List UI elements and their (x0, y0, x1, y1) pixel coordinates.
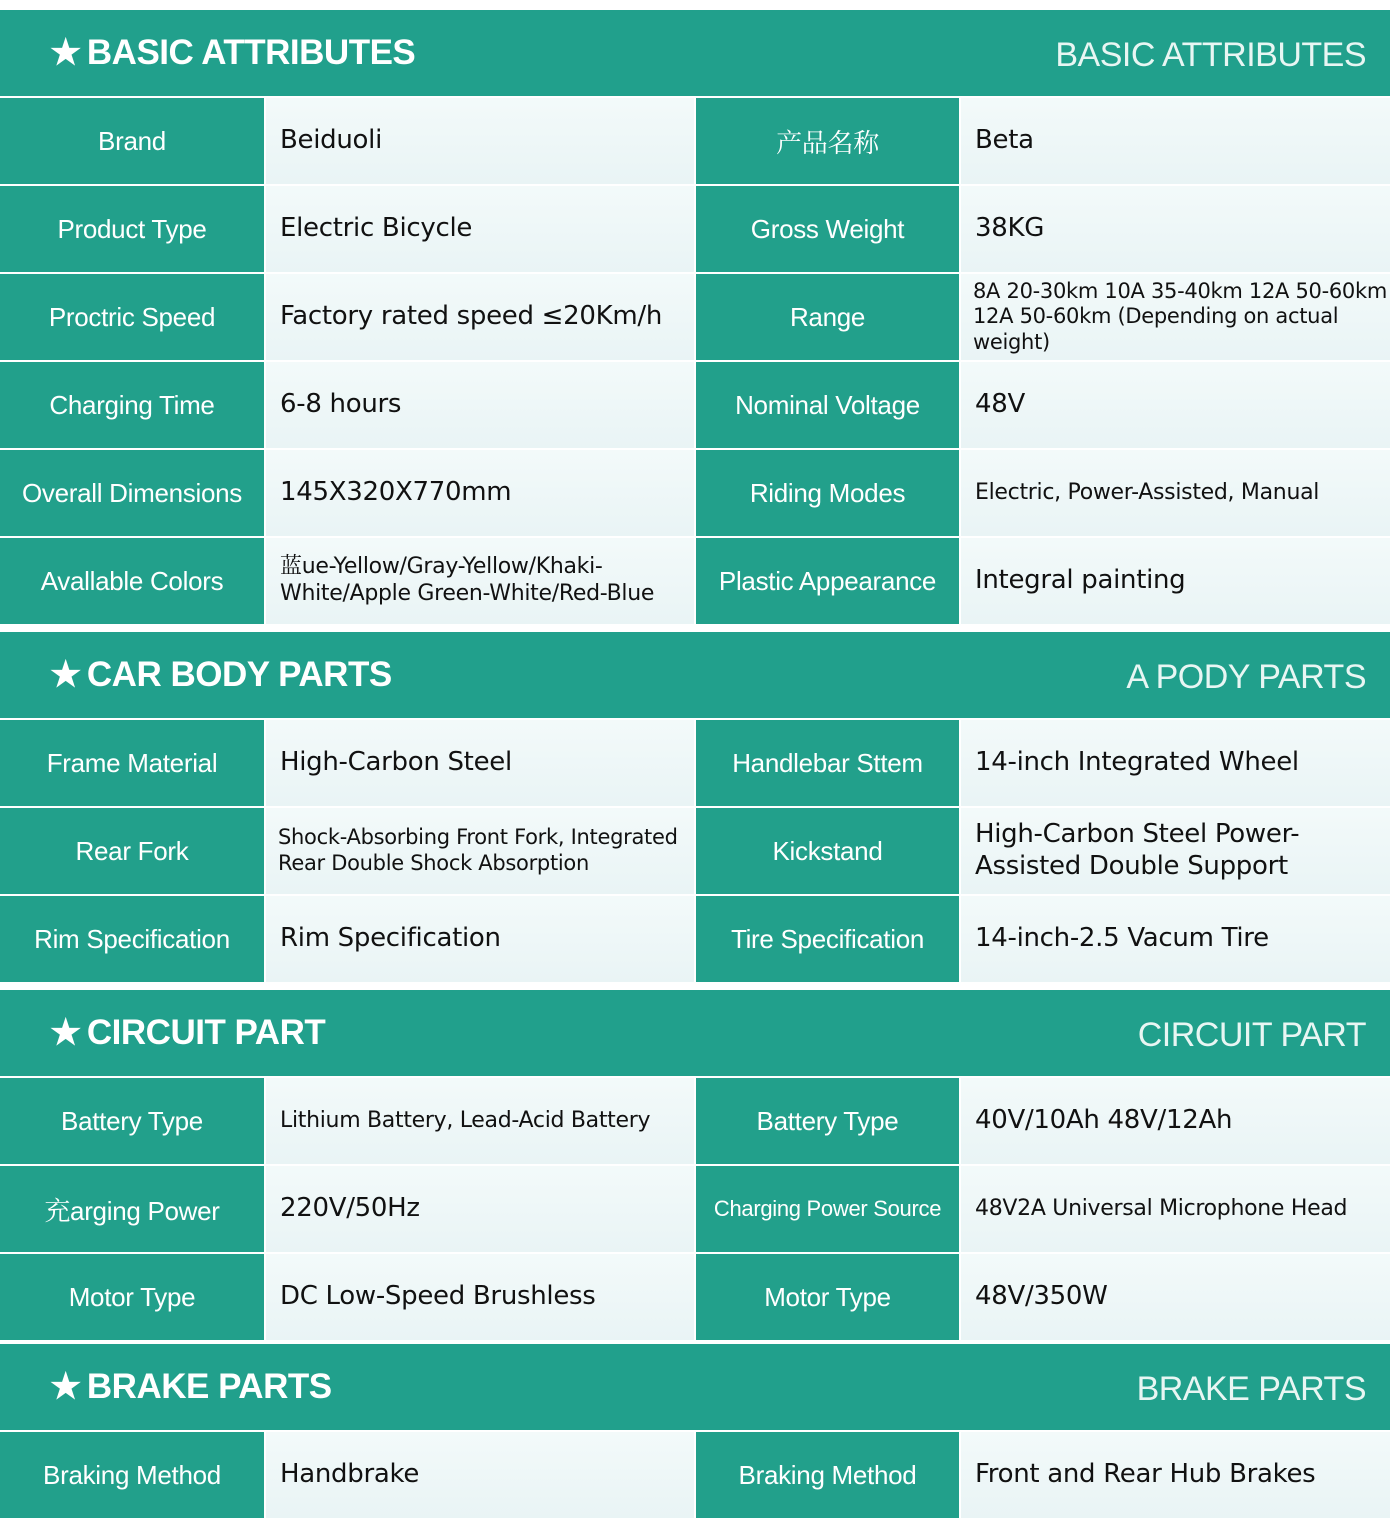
star-icon: ★ (50, 1013, 81, 1052)
spec-label: Nominal Voltage (696, 362, 959, 448)
section-subtitle: CIRCUIT PART (1137, 1016, 1366, 1054)
star-icon: ★ (50, 1367, 81, 1406)
spec-label: Braking Method (0, 1432, 264, 1518)
spec-value: 14-inch Integrated Wheel (961, 720, 1390, 806)
spec-label: Range (696, 274, 959, 360)
spec-label: Battery Type (0, 1078, 264, 1164)
spec-value: 38KG (961, 186, 1390, 272)
section-subtitle: BRAKE PARTS (1136, 1370, 1366, 1408)
spec-value: Electric, Power-Assisted, Manual (961, 450, 1390, 536)
spec-label: Frame Material (0, 720, 264, 806)
spec-label: Brand (0, 98, 264, 184)
spec-value: Factory rated speed ≤20Km/h (266, 274, 694, 360)
spec-label: Tire Specification (696, 896, 959, 982)
section-header-car-body-parts (0, 632, 1390, 718)
spec-label: Gross Weight (696, 186, 959, 272)
section-header-circuit-part (0, 990, 1390, 1076)
spec-row (0, 450, 1390, 538)
spec-label: Product Type (0, 186, 264, 272)
star-icon: ★ (50, 33, 81, 72)
spec-row (0, 1254, 1390, 1342)
spec-value: High-Carbon Steel Power-Assisted Double Support (961, 808, 1390, 894)
section-title: ★ CIRCUIT PART (50, 1013, 326, 1052)
spec-value: Beta (961, 98, 1390, 184)
spec-value: Lithium Battery, Lead-Acid Battery (266, 1078, 694, 1164)
spec-label: Handlebar Sttem (696, 720, 959, 806)
spec-value: Shock-Absorbing Front Fork, Integrated Rear Double Shock Absorption (266, 808, 694, 894)
spec-row (0, 98, 1390, 186)
spec-label: 充arging Power (0, 1166, 264, 1252)
spec-label: Overall Dimensions (0, 450, 264, 536)
spec-row (0, 1166, 1390, 1254)
spec-value: 6-8 hours (266, 362, 694, 448)
spec-label: Rear Fork (0, 808, 264, 894)
spec-value: 8A 20-30km 10A 35-40km 12A 50-60km 12A 50-60km (Depending on actual weight) (961, 274, 1390, 360)
spec-value: Rim Specification (266, 896, 694, 982)
spec-label: Motor Type (696, 1254, 959, 1340)
spec-label: Battery Type (696, 1078, 959, 1164)
spec-value: 48V (961, 362, 1390, 448)
section-title: ★ BASIC ATTRIBUTES (50, 33, 416, 72)
spec-row (0, 186, 1390, 274)
spec-label: Motor Type (0, 1254, 264, 1340)
spec-label: Charging Time (0, 362, 264, 448)
spec-label: Kickstand (696, 808, 959, 894)
star-icon: ★ (50, 655, 81, 694)
section-title: ★ CAR BODY PARTS (50, 655, 392, 694)
spec-value: 40V/10Ah 48V/12Ah (961, 1078, 1390, 1164)
spec-value: 14-inch-2.5 Vacum Tire (961, 896, 1390, 982)
spec-value: 48V2A Universal Microphone Head (961, 1166, 1390, 1252)
spec-value: 蓝ue-Yellow/Gray-Yellow/Khaki-White/Apple Green-White/Red-Blue (266, 538, 694, 624)
spec-value: DC Low-Speed Brushless (266, 1254, 694, 1340)
spec-row (0, 538, 1390, 626)
spec-value: High-Carbon Steel (266, 720, 694, 806)
spec-value: 220V/50Hz (266, 1166, 694, 1252)
spec-label: Braking Method (696, 1432, 959, 1518)
spec-label: Proctric Speed (0, 274, 264, 360)
spec-row (0, 808, 1390, 896)
section-subtitle: A PODY PARTS (1126, 658, 1366, 696)
spec-row (0, 1078, 1390, 1166)
section-subtitle: BASIC ATTRIBUTES (1055, 36, 1366, 74)
spec-value: Handbrake (266, 1432, 694, 1518)
spec-row (0, 720, 1390, 808)
section-title: ★ BRAKE PARTS (50, 1367, 332, 1406)
spec-label: Riding Modes (696, 450, 959, 536)
spec-row (0, 274, 1390, 362)
spec-row (0, 362, 1390, 450)
spec-label: Charging Power Source (696, 1166, 959, 1252)
spec-row (0, 1432, 1390, 1520)
spec-value: 48V/350W (961, 1254, 1390, 1340)
spec-row (0, 896, 1390, 984)
section-header-brake-parts (0, 1344, 1390, 1430)
spec-value: Beiduoli (266, 98, 694, 184)
spec-value: Integral painting (961, 538, 1390, 624)
spec-value: Front and Rear Hub Brakes (961, 1432, 1390, 1518)
spec-value: 145X320X770mm (266, 450, 694, 536)
spec-label: Rim Specification (0, 896, 264, 982)
spec-label: 产品名称 (696, 98, 959, 184)
spec-label: Avallable Colors (0, 538, 264, 624)
spec-label: Plastic Appearance (696, 538, 959, 624)
spec-value: Electric Bicycle (266, 186, 694, 272)
section-header-basic-attributes (0, 10, 1390, 96)
